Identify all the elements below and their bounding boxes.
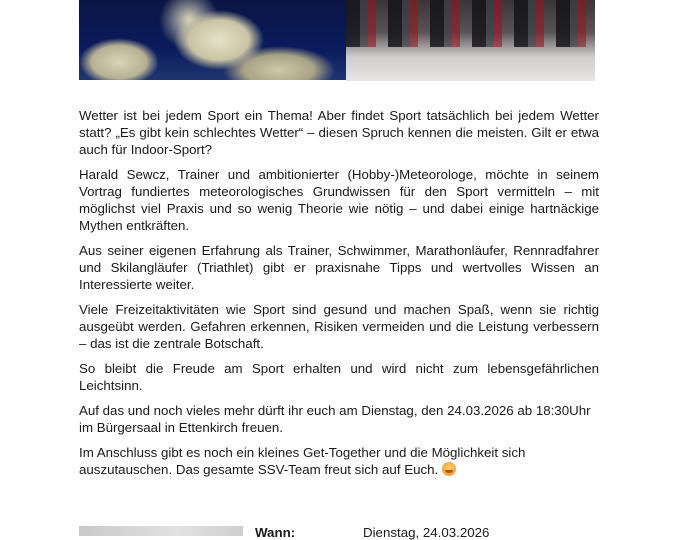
paragraph-speaker: Harald Sewcz, Trainer und ambitionierter (Hobby-)Meteorologe, möchte in seinem Vortrag fundiertes meteorologisches Grundwissen für den Sport vermitteln – mit möglichst viel Praxis und so wenig Theorie wie nötig – und dabei einige hartnäckige Mythen entkräften. [79, 167, 599, 233]
paragraph-closing [79, 444, 599, 478]
article-body [79, 107, 599, 486]
paragraph-intro: Wetter ist bei jedem Sport ein Thema! Aber findet Sport tatsächlich bei jedem Wetter statt? „Es gibt kein schlechtes Wetter“ – diesen Spruch kennen die meisten. Gilt er etwa auch für Indoor-Sport? [79, 108, 599, 157]
paragraph-date: Auf das und noch vieles mehr dürft ihr euch am Dienstag, den 24.03.2026 ab 18:30Uhr im Bürgersaal in Ettenkirch freuen. [79, 403, 591, 435]
closing-text: Im Anschluss gibt es noch ein kleines Get-Together und die Möglichkeit sich auszutauschen. Das gesamte SSV-Team freut sich auf Euch. [79, 445, 526, 477]
smiley-icon [442, 462, 456, 476]
speaker-photo [79, 526, 243, 536]
cloud-image [79, 0, 346, 80]
runners-image [346, 0, 595, 81]
when-value: Dienstag, 24.03.2026 [363, 525, 490, 540]
when-label: Wann: [255, 525, 296, 540]
paragraph-experience: Aus seiner eigenen Erfahrung als Trainer, Schwimmer, Marathonläufer, Rennradfahrer und Skilangläufer (Triathlet) gibt er praxisnahe Tipps und wertvolles Wissen an Interessierte weiter. [79, 243, 599, 292]
paragraph-message: Viele Freizeitaktivitäten wie Sport sind gesund und machen Spaß, wenn sie richtig ausgeübt werden. Gefahren erkennen, Risiken vermeiden und die Leistung verbessern – das ist die zentrale Botschaft. [79, 302, 599, 351]
header-images [79, 0, 595, 81]
paragraph-joy: So bleibt die Freude am Sport erhalten und wird nicht zum lebensgefährlichen Leichtsinn. [79, 361, 599, 393]
